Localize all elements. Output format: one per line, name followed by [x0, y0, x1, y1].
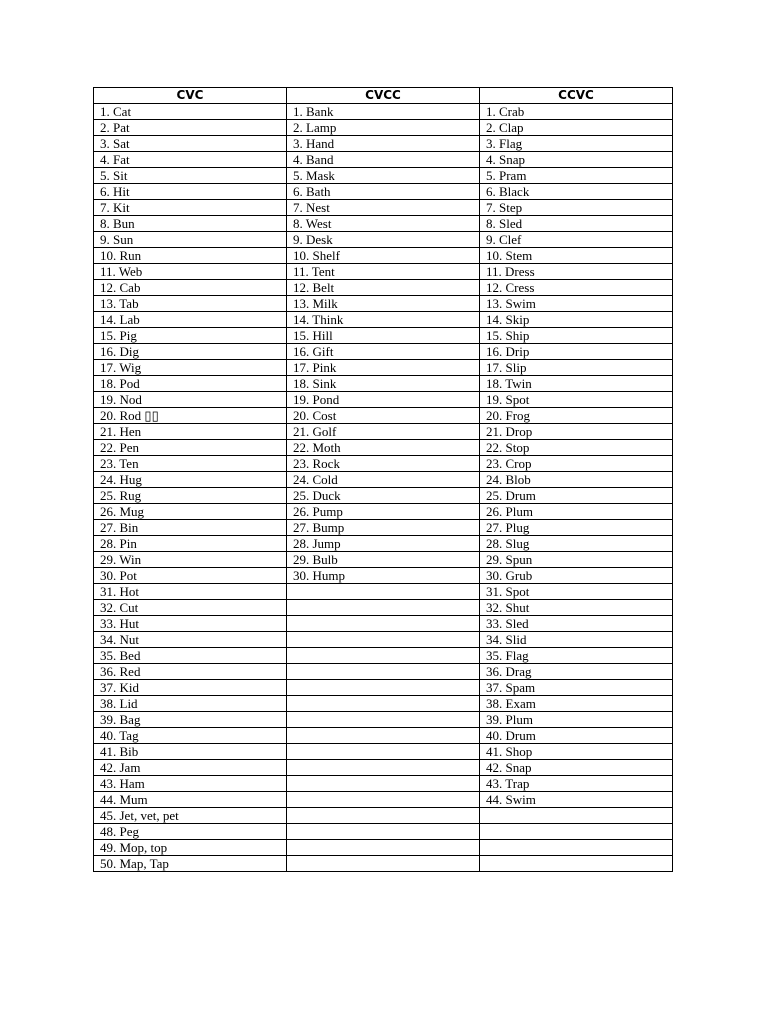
table-row [94, 600, 673, 616]
document-page [93, 87, 672, 872]
table-cell-cvcc [287, 824, 480, 840]
table-cell-ccvc: 35. Flag [480, 648, 673, 664]
table-cell-cvc: 1. Cat [94, 104, 287, 120]
table-cell-cvcc: 7. Nest [287, 200, 480, 216]
table-cell-cvcc [287, 728, 480, 744]
table-row [94, 760, 673, 776]
table-cell-cvcc: 28. Jump [287, 536, 480, 552]
table-cell-cvcc: 1. Bank [287, 104, 480, 120]
table-cell-ccvc: 31. Spot [480, 584, 673, 600]
table-row [94, 680, 673, 696]
table-cell-ccvc: 22. Stop [480, 440, 673, 456]
table-cell-ccvc: 24. Blob [480, 472, 673, 488]
table-cell-cvcc [287, 632, 480, 648]
table-cell-cvc: 30. Pot [94, 568, 287, 584]
table-cell-ccvc: 7. Step [480, 200, 673, 216]
table-cell-ccvc: 26. Plum [480, 504, 673, 520]
table-cell-ccvc: 43. Trap [480, 776, 673, 792]
table-row [94, 472, 673, 488]
table-cell-cvcc [287, 744, 480, 760]
table-cell-cvcc [287, 600, 480, 616]
table-cell-cvcc: 3. Hand [287, 136, 480, 152]
table-cell-cvc: 6. Hit [94, 184, 287, 200]
table-cell-cvcc: 6. Bath [287, 184, 480, 200]
table-row [94, 264, 673, 280]
column-header-cvcc: CVCC [287, 88, 480, 104]
table-cell-cvc: 15. Pig [94, 328, 287, 344]
table-cell-cvc: 40. Tag [94, 728, 287, 744]
table-cell-ccvc [480, 856, 673, 872]
table-cell-ccvc: 9. Clef [480, 232, 673, 248]
table-cell-ccvc: 3. Flag [480, 136, 673, 152]
table-cell-cvc: 22. Pen [94, 440, 287, 456]
table-cell-ccvc: 38. Exam [480, 696, 673, 712]
table-cell-cvc: 13. Tab [94, 296, 287, 312]
table-cell-cvcc [287, 856, 480, 872]
table-cell-cvc: 26. Mug [94, 504, 287, 520]
table-row [94, 424, 673, 440]
table-cell-cvc: 23. Ten [94, 456, 287, 472]
table-cell-cvc: 45. Jet, vet, pet [94, 808, 287, 824]
table-row [94, 824, 673, 840]
table-row [94, 856, 673, 872]
table-row [94, 584, 673, 600]
table-cell-cvcc: 16. Gift [287, 344, 480, 360]
table-cell-ccvc: 23. Crop [480, 456, 673, 472]
table-cell-cvc: 29. Win [94, 552, 287, 568]
table-cell-ccvc: 33. Sled [480, 616, 673, 632]
table-cell-ccvc: 25. Drum [480, 488, 673, 504]
table-cell-cvcc: 17. Pink [287, 360, 480, 376]
table-cell-cvc: 14. Lab [94, 312, 287, 328]
table-cell-cvcc: 19. Pond [287, 392, 480, 408]
table-cell-cvc: 5. Sit [94, 168, 287, 184]
table-cell-cvc: 25. Rug [94, 488, 287, 504]
table-cell-cvc: 7. Kit [94, 200, 287, 216]
table-cell-cvc: 20. Rod ▯▯ [94, 408, 287, 424]
table-cell-cvc: 11. Web [94, 264, 287, 280]
table-cell-cvc: 31. Hot [94, 584, 287, 600]
table-cell-ccvc: 18. Twin [480, 376, 673, 392]
table-cell-cvc: 9. Sun [94, 232, 287, 248]
table-row [94, 248, 673, 264]
table-cell-cvcc: 26. Pump [287, 504, 480, 520]
table-row [94, 648, 673, 664]
table-cell-cvcc: 15. Hill [287, 328, 480, 344]
table-cell-ccvc: 8. Sled [480, 216, 673, 232]
table-cell-cvcc [287, 696, 480, 712]
table-cell-cvc: 27. Bin [94, 520, 287, 536]
table-row [94, 520, 673, 536]
table-row [94, 664, 673, 680]
table-cell-cvc: 19. Nod [94, 392, 287, 408]
table-cell-cvc: 43. Ham [94, 776, 287, 792]
table-cell-cvc: 18. Pod [94, 376, 287, 392]
table-row [94, 216, 673, 232]
table-cell-ccvc: 29. Spun [480, 552, 673, 568]
table-row [94, 296, 673, 312]
column-header-ccvc: CCVC [480, 88, 673, 104]
table-row [94, 808, 673, 824]
table-cell-cvcc: 4. Band [287, 152, 480, 168]
table-row [94, 488, 673, 504]
table-cell-cvc: 4. Fat [94, 152, 287, 168]
table-cell-cvc: 28. Pin [94, 536, 287, 552]
table-cell-cvc: 24. Hug [94, 472, 287, 488]
table-row [94, 504, 673, 520]
table-cell-cvc: 36. Red [94, 664, 287, 680]
table-cell-ccvc: 15. Ship [480, 328, 673, 344]
table-row [94, 728, 673, 744]
table-row [94, 408, 673, 424]
table-cell-cvcc: 9. Desk [287, 232, 480, 248]
table-cell-ccvc: 1. Crab [480, 104, 673, 120]
word-list-table [93, 87, 673, 872]
table-cell-ccvc: 2. Clap [480, 120, 673, 136]
table-cell-cvc: 3. Sat [94, 136, 287, 152]
table-row [94, 120, 673, 136]
table-row [94, 456, 673, 472]
table-row [94, 568, 673, 584]
table-cell-cvc: 16. Dig [94, 344, 287, 360]
table-cell-cvc: 32. Cut [94, 600, 287, 616]
table-row [94, 744, 673, 760]
table-cell-ccvc: 40. Drum [480, 728, 673, 744]
table-cell-ccvc: 4. Snap [480, 152, 673, 168]
table-row [94, 200, 673, 216]
table-cell-cvc: 33. Hut [94, 616, 287, 632]
table-cell-cvcc: 25. Duck [287, 488, 480, 504]
table-row [94, 616, 673, 632]
table-cell-ccvc: 30. Grub [480, 568, 673, 584]
table-row [94, 184, 673, 200]
table-cell-cvcc: 2. Lamp [287, 120, 480, 136]
table-cell-cvcc: 23. Rock [287, 456, 480, 472]
table-cell-ccvc: 28. Slug [480, 536, 673, 552]
column-header-cvc: CVC [94, 88, 287, 104]
table-cell-cvc: 49. Mop, top [94, 840, 287, 856]
table-cell-cvc: 41. Bib [94, 744, 287, 760]
table-row [94, 104, 673, 120]
table-cell-ccvc: 12. Cress [480, 280, 673, 296]
table-cell-cvcc: 27. Bump [287, 520, 480, 536]
table-cell-cvc: 44. Mum [94, 792, 287, 808]
table-row [94, 344, 673, 360]
table-cell-cvc: 10. Run [94, 248, 287, 264]
table-cell-cvcc: 30. Hump [287, 568, 480, 584]
table-cell-ccvc: 37. Spam [480, 680, 673, 696]
table-cell-cvcc [287, 648, 480, 664]
table-cell-cvcc: 13. Milk [287, 296, 480, 312]
table-cell-ccvc [480, 840, 673, 856]
table-cell-cvcc: 10. Shelf [287, 248, 480, 264]
table-row [94, 280, 673, 296]
table-cell-ccvc: 16. Drip [480, 344, 673, 360]
table-row [94, 328, 673, 344]
table-cell-cvcc: 18. Sink [287, 376, 480, 392]
table-row [94, 136, 673, 152]
table-cell-ccvc: 42. Snap [480, 760, 673, 776]
table-cell-cvcc [287, 584, 480, 600]
table-cell-ccvc: 17. Slip [480, 360, 673, 376]
table-row [94, 552, 673, 568]
table-row [94, 712, 673, 728]
table-cell-cvcc [287, 616, 480, 632]
table-cell-cvcc [287, 792, 480, 808]
table-cell-cvcc [287, 760, 480, 776]
table-cell-ccvc: 34. Slid [480, 632, 673, 648]
table-cell-cvc: 12. Cab [94, 280, 287, 296]
table-cell-cvcc: 11. Tent [287, 264, 480, 280]
table-cell-ccvc: 11. Dress [480, 264, 673, 280]
table-row [94, 360, 673, 376]
table-cell-cvcc [287, 680, 480, 696]
table-cell-cvcc [287, 808, 480, 824]
table-cell-cvc: 2. Pat [94, 120, 287, 136]
table-cell-cvcc: 22. Moth [287, 440, 480, 456]
table-cell-ccvc [480, 824, 673, 840]
table-row [94, 312, 673, 328]
table-cell-cvc: 8. Bun [94, 216, 287, 232]
table-cell-ccvc: 10. Stem [480, 248, 673, 264]
table-cell-cvcc: 12. Belt [287, 280, 480, 296]
table-row [94, 776, 673, 792]
table-header-row [94, 88, 673, 104]
table-cell-cvc: 35. Bed [94, 648, 287, 664]
table-row [94, 792, 673, 808]
table-cell-cvcc: 29. Bulb [287, 552, 480, 568]
table-cell-cvcc: 14. Think [287, 312, 480, 328]
table-cell-cvc: 17. Wig [94, 360, 287, 376]
table-cell-ccvc: 6. Black [480, 184, 673, 200]
table-row [94, 536, 673, 552]
table-cell-ccvc: 36. Drag [480, 664, 673, 680]
table-cell-ccvc: 41. Shop [480, 744, 673, 760]
table-cell-ccvc: 27. Plug [480, 520, 673, 536]
table-row [94, 440, 673, 456]
table-cell-ccvc: 14. Skip [480, 312, 673, 328]
table-cell-cvcc: 8. West [287, 216, 480, 232]
table-cell-cvc: 38. Lid [94, 696, 287, 712]
table-cell-cvc: 39. Bag [94, 712, 287, 728]
table-row [94, 152, 673, 168]
table-row [94, 632, 673, 648]
table-cell-ccvc: 13. Swim [480, 296, 673, 312]
table-cell-cvcc [287, 840, 480, 856]
table-row [94, 376, 673, 392]
table-cell-cvc: 48. Peg [94, 824, 287, 840]
table-cell-cvc: 50. Map, Tap [94, 856, 287, 872]
table-cell-cvcc [287, 776, 480, 792]
table-cell-ccvc [480, 808, 673, 824]
table-body [94, 104, 673, 872]
table-cell-cvc: 42. Jam [94, 760, 287, 776]
table-cell-ccvc: 32. Shut [480, 600, 673, 616]
table-cell-ccvc: 20. Frog [480, 408, 673, 424]
table-row [94, 168, 673, 184]
table-row [94, 392, 673, 408]
table-cell-cvcc: 24. Cold [287, 472, 480, 488]
table-row [94, 232, 673, 248]
table-cell-ccvc: 19. Spot [480, 392, 673, 408]
table-cell-ccvc: 21. Drop [480, 424, 673, 440]
table-cell-cvc: 21. Hen [94, 424, 287, 440]
table-cell-cvcc: 20. Cost [287, 408, 480, 424]
table-row [94, 696, 673, 712]
table-cell-ccvc: 39. Plum [480, 712, 673, 728]
table-cell-cvcc [287, 712, 480, 728]
table-cell-cvc: 37. Kid [94, 680, 287, 696]
table-cell-cvcc: 5. Mask [287, 168, 480, 184]
table-cell-cvcc [287, 664, 480, 680]
table-cell-cvcc: 21. Golf [287, 424, 480, 440]
table-row [94, 840, 673, 856]
table-cell-ccvc: 44. Swim [480, 792, 673, 808]
table-cell-cvc: 34. Nut [94, 632, 287, 648]
table-cell-ccvc: 5. Pram [480, 168, 673, 184]
